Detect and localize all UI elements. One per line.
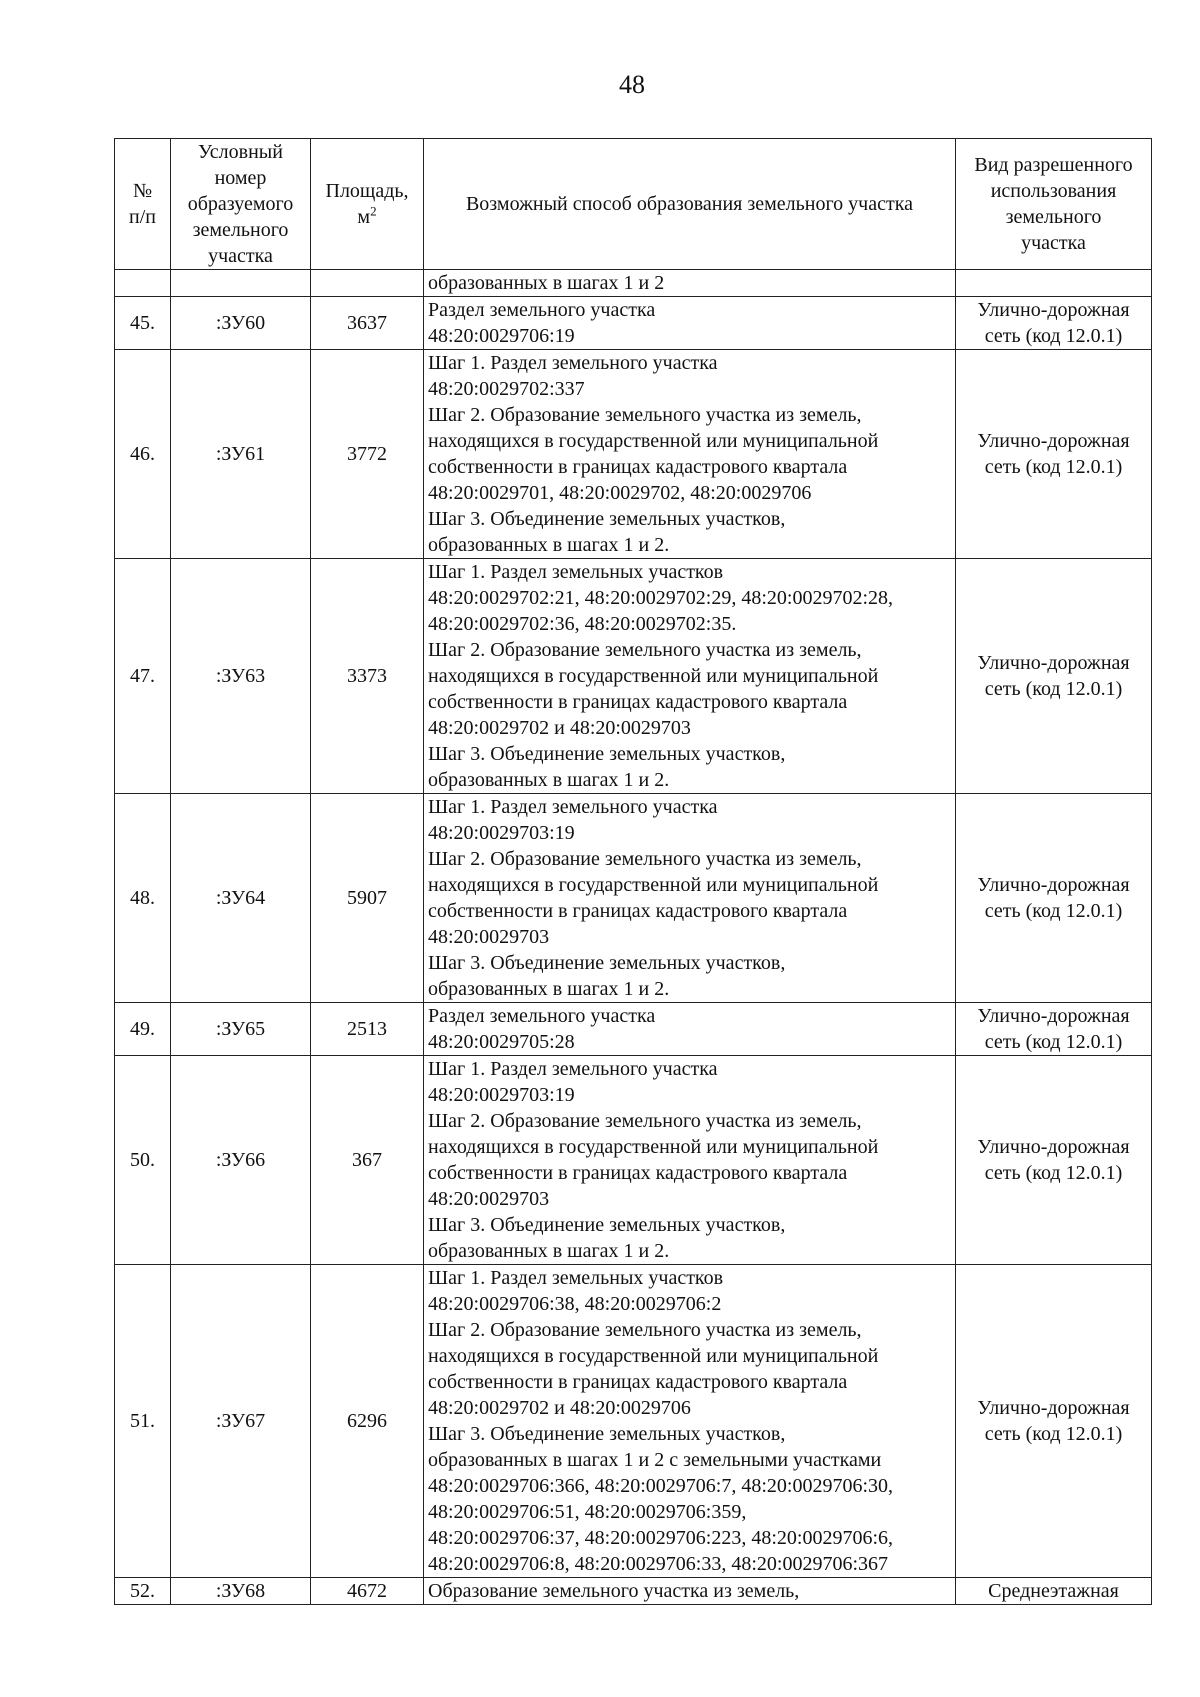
row-area: 3772	[311, 350, 424, 559]
row-method: Шаг 1. Раздел земельного участка 48:20:0029703:19 Шаг 2. Образование земельного участка из земель, находящихся в государственной или муниципальной собственности в границах кадастрового квартала 48:20:0029703 Шаг 3. Объединение земельных участков, образованных в шагах 1 и 2.	[424, 794, 956, 1003]
row-number: 46.	[115, 350, 171, 559]
header-area-label: Площадь, м	[325, 180, 409, 228]
row-plot-id	[171, 270, 311, 297]
row-plot-id: :ЗУ64	[171, 794, 311, 1003]
row-usage: Улично-дорожная сеть (код 12.0.1)	[956, 1265, 1152, 1578]
row-method: Шаг 1. Раздел земельных участков 48:20:0029702:21, 48:20:0029702:29, 48:20:0029702:28, 48:20:0029702:36, 48:20:0029702:35. Шаг 2. Образование земельного участка из земель, находящихся в государственной или муниципальной собственности в границах кадастрового квартала 48:20:0029702 и 48:20:0029703 Шаг 3. Объединение земельных участков, образованных в шагах 1 и 2.	[424, 559, 956, 794]
table-row	[115, 794, 1152, 1003]
row-number: 48.	[115, 794, 171, 1003]
row-method: Шаг 1. Раздел земельного участка 48:20:0029702:337 Шаг 2. Образование земельного участка из земель, находящихся в государственной или муниципальной собственности в границах кадастрового квартала 48:20:0029701, 48:20:0029702, 48:20:0029706 Шаг 3. Объединение земельных участков, образованных в шагах 1 и 2.	[424, 350, 956, 559]
row-area: 3373	[311, 559, 424, 794]
row-method: Образование земельного участка из земель,	[424, 1578, 956, 1605]
row-usage: Улично-дорожная сеть (код 12.0.1)	[956, 559, 1152, 794]
land-plots-table	[114, 138, 1152, 1605]
row-method: Раздел земельного участка 48:20:0029706:19	[424, 297, 956, 350]
header-number: № п/п	[115, 139, 171, 270]
table-row	[115, 350, 1152, 559]
row-usage: Улично-дорожная сеть (код 12.0.1)	[956, 794, 1152, 1003]
header-usage: Вид разрешенного использования земельного участка	[956, 139, 1152, 270]
row-number: 49.	[115, 1003, 171, 1056]
table-row	[115, 1578, 1152, 1605]
row-area: 2513	[311, 1003, 424, 1056]
row-usage: Улично-дорожная сеть (код 12.0.1)	[956, 350, 1152, 559]
row-area: 5907	[311, 794, 424, 1003]
row-usage: Среднеэтажная	[956, 1578, 1152, 1605]
table-row	[115, 1056, 1152, 1265]
row-method: Раздел земельного участка 48:20:0029705:28	[424, 1003, 956, 1056]
row-method: Шаг 1. Раздел земельного участка 48:20:0029703:19 Шаг 2. Образование земельного участка из земель, находящихся в государственной или муниципальной собственности в границах кадастрового квартала 48:20:0029703 Шаг 3. Объединение земельных участков, образованных в шагах 1 и 2.	[424, 1056, 956, 1265]
page-number: 48	[619, 70, 645, 99]
table-row	[115, 559, 1152, 794]
row-area: 6296	[311, 1265, 424, 1578]
row-usage: Улично-дорожная сеть (код 12.0.1)	[956, 1056, 1152, 1265]
table-row	[115, 297, 1152, 350]
row-usage	[956, 270, 1152, 297]
row-area: 4672	[311, 1578, 424, 1605]
row-area: 367	[311, 1056, 424, 1265]
row-plot-id: :ЗУ60	[171, 297, 311, 350]
row-plot-id: :ЗУ67	[171, 1265, 311, 1578]
row-plot-id: :ЗУ61	[171, 350, 311, 559]
row-area: 3637	[311, 297, 424, 350]
header-method: Возможный способ образования земельного участка	[424, 139, 956, 270]
header-plot-id: Условный номер образуемого земельного участка	[171, 139, 311, 270]
row-area	[311, 270, 424, 297]
row-plot-id: :ЗУ68	[171, 1578, 311, 1605]
row-number: 45.	[115, 297, 171, 350]
row-plot-id: :ЗУ65	[171, 1003, 311, 1056]
table-header-row	[115, 139, 1152, 270]
row-number: 51.	[115, 1265, 171, 1578]
row-method: Шаг 1. Раздел земельных участков 48:20:0029706:38, 48:20:0029706:2 Шаг 2. Образование земельного участка из земель, находящихся в государственной или муниципальной собственности в границах кадастрового квартала 48:20:0029702 и 48:20:0029706 Шаг 3. Объединение земельных участков, образованных в шагах 1 и 2 с земельными участками 48:20:0029706:366, 48:20:0029706:7, 48:20:0029706:30, 48:20:0029706:51, 48:20:0029706:359, 48:20:0029706:37, 48:20:0029706:223, 48:20:0029706:6, 48:20:0029706:8, 48:20:0029706:33, 48:20:0029706:367	[424, 1265, 956, 1578]
row-number: 52.	[115, 1578, 171, 1605]
row-usage: Улично-дорожная сеть (код 12.0.1)	[956, 297, 1152, 350]
row-plot-id: :ЗУ66	[171, 1056, 311, 1265]
row-usage: Улично-дорожная сеть (код 12.0.1)	[956, 1003, 1152, 1056]
header-area-superscript: 2	[370, 203, 377, 219]
row-number: 50.	[115, 1056, 171, 1265]
header-area	[311, 139, 424, 270]
table-row	[115, 1003, 1152, 1056]
table-body	[115, 270, 1152, 1605]
table-row	[115, 270, 1152, 297]
row-number: 47.	[115, 559, 171, 794]
row-method: образованных в шагах 1 и 2	[424, 270, 956, 297]
row-plot-id: :ЗУ63	[171, 559, 311, 794]
row-number	[115, 270, 171, 297]
table-row	[115, 1265, 1152, 1578]
